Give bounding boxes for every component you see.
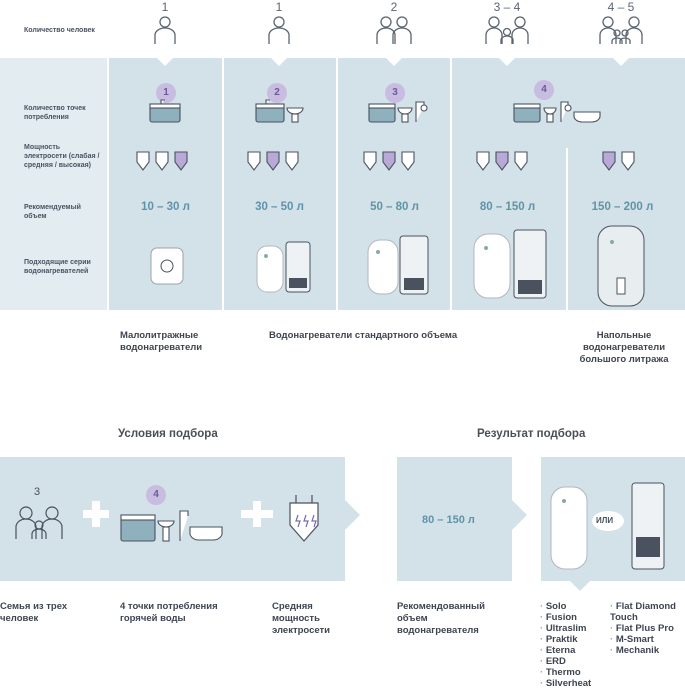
- flat-heater-icon: [400, 236, 428, 294]
- label-volume: Рекомендованный объем водонагревателя: [397, 601, 486, 636]
- round-heater-icon: [257, 246, 283, 292]
- power-plug-icons: [0, 148, 685, 178]
- round-heater-icon: [368, 240, 398, 294]
- bathtub-icon: [574, 112, 600, 122]
- series-item: · Praktik: [540, 634, 591, 645]
- kitchen-sink-icon: [256, 100, 284, 122]
- label-family: Семья из трех человек: [0, 601, 68, 624]
- conditions-title: Условия подбора: [118, 428, 218, 440]
- or-label: ИЛИ: [596, 516, 614, 525]
- shower-icon: [561, 102, 571, 122]
- volume-4: 80 – 150 л: [479, 201, 536, 213]
- series-item: · Fusion: [540, 612, 591, 623]
- caption-floor-heaters: Напольные водонагреватели большого литража: [579, 330, 669, 365]
- people-count-3: 2: [390, 0, 398, 14]
- family-icon: [486, 17, 528, 44]
- floor-heater-icon: [598, 226, 644, 306]
- volume-3: 50 – 80 л: [370, 201, 419, 213]
- volume-5: 150 – 200 л: [591, 201, 654, 213]
- series-item: · Thermo: [540, 667, 591, 678]
- plug-icon: [364, 152, 414, 170]
- round-heater-icon: [474, 234, 510, 298]
- series-item: · ERD: [540, 656, 591, 667]
- flat-heater-icon: [286, 242, 310, 292]
- heater-images: [0, 228, 685, 308]
- fixture-icons: [0, 98, 685, 138]
- points-badge-3: 3: [385, 83, 405, 103]
- people-count-5: 4 – 5: [607, 0, 635, 14]
- row-label-series: Подходящие серии водонагревателей: [24, 259, 91, 275]
- series-item: · Silverheat: [540, 678, 591, 689]
- row-label-power: Мощность электросети (слабая / средняя / высокая): [24, 144, 100, 169]
- person-icon: [269, 17, 289, 44]
- points-badge-1: 1: [156, 83, 176, 103]
- series-item: · Solo: [540, 601, 591, 612]
- washbasin-icon: [544, 108, 556, 122]
- caption-small-heaters: Малолитражные водонагреватели: [120, 330, 203, 353]
- people-count-1: 1: [161, 0, 169, 14]
- flat-heater-icon: [514, 230, 546, 298]
- label-points: 4 точки потребления горячей воды: [120, 601, 218, 624]
- series-list-left: [540, 601, 591, 689]
- row-label-volume: Рекомендуемый объем: [24, 204, 81, 220]
- series-item: · Eterna: [540, 645, 591, 656]
- volume-1: 10 – 30 л: [141, 201, 190, 213]
- compact-heater-icon: [151, 248, 183, 284]
- points-badge-selection: 4: [146, 485, 166, 505]
- plug-icon: [137, 152, 187, 170]
- shower-icon: [416, 102, 427, 122]
- row-label-points: Количество точек потребления: [24, 105, 86, 121]
- family-count: 3: [34, 486, 41, 498]
- series-item: · M-Smart: [610, 634, 685, 645]
- people-count-4: 3 – 4: [493, 0, 521, 14]
- series-item: · Flat Diamond Touch: [610, 601, 685, 623]
- bottom-panels: [0, 455, 685, 595]
- plug-icon: [477, 152, 527, 170]
- series-item: · Flat Plus Pro: [610, 623, 685, 634]
- couple-icon: [377, 17, 411, 44]
- large-family-icon: [600, 17, 642, 44]
- caption-standard-heaters: Водонагреватели стандартного объема: [269, 330, 458, 341]
- result-title: Результат подбора: [477, 428, 586, 440]
- flat-heater-icon: [632, 483, 664, 569]
- label-power: Средняя мощность электросети: [272, 601, 331, 636]
- kitchen-sink-icon: [150, 100, 180, 122]
- points-badge-4: 4: [534, 80, 554, 100]
- result-volume: 80 – 150 л: [422, 514, 475, 526]
- round-heater-icon: [551, 487, 587, 569]
- kitchen-sink-icon: [369, 104, 395, 122]
- series-list-right: [610, 601, 685, 656]
- plug-icon: [248, 152, 298, 170]
- series-item: · Ultraslim: [540, 623, 591, 634]
- people-icons: [0, 12, 685, 52]
- volume-2: 30 – 50 л: [255, 201, 304, 213]
- washbasin-icon: [287, 108, 303, 122]
- row-label-people: Количество человек: [24, 27, 95, 34]
- washbasin-icon: [398, 108, 412, 122]
- kitchen-sink-icon: [514, 104, 540, 122]
- people-count-2: 1: [275, 0, 283, 14]
- series-item: · Mechanik: [610, 645, 685, 656]
- person-icon: [155, 17, 175, 44]
- plug-icon: [603, 152, 634, 170]
- points-badge-2: 2: [267, 83, 287, 103]
